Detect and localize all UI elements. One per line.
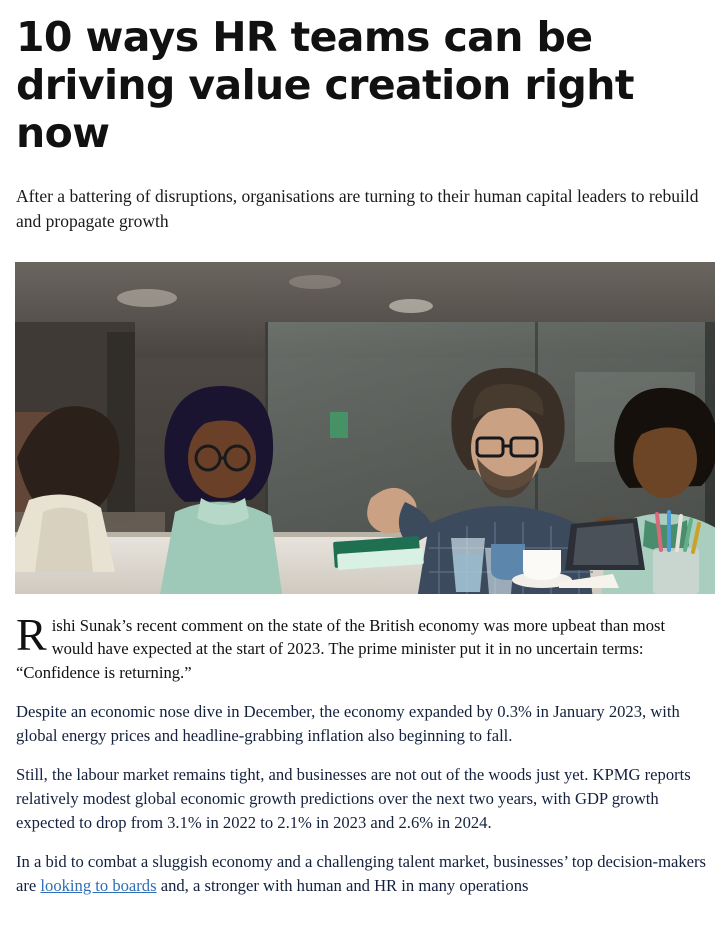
- paragraph-1-text: ishi Sunak’s recent comment on the state of the British economy was more upbeat than most would have expected at the start of 2023. The prime minister put it in no uncertain terms: “Confidence is returning.”: [16, 615, 666, 682]
- article-body: [12, 608, 712, 898]
- hero-image-container: [12, 262, 712, 600]
- paragraph-4-pre-link: makers are: [16, 852, 706, 895]
- article-page: [0, 14, 724, 930]
- image-bottom-edge: [15, 594, 715, 600]
- paragraph-1: [16, 608, 708, 685]
- article-standfirst: After a battering of disruptions, organisations are turning to their human capital leaders to rebuild and propagate growth: [16, 185, 699, 231]
- paragraph-2: Despite an economic nose dive in December, the economy expanded by 0.3% in January 2023, with global energy prices and headline-grabbing inflation also beginning to fall.: [16, 702, 680, 745]
- paragraph-3: Still, the labour market remains tight, and businesses are not out of the woods just yet. KPMG reports relatively modest global economic growth predictions over the next two years, with GDP growth expected to drop from 3.1% in 2022 to 2.1% in 2023 and 2.6% in 2024.: [16, 765, 691, 832]
- page-title: 10 ways HR teams can be driving value creation right now: [16, 13, 634, 157]
- paragraph-4-post-link: and, a stronger with human and HR in many operations: [156, 875, 529, 895]
- drop-cap: R: [16, 608, 47, 660]
- paragraph-4-lead: In a bid to combat a sluggish economy and a challenging talent market, businesses’ top decision-: [16, 852, 659, 872]
- hero-photo: [15, 262, 715, 600]
- paragraph-4: [16, 850, 708, 897]
- inline-link[interactable]: looking to boards: [40, 875, 157, 895]
